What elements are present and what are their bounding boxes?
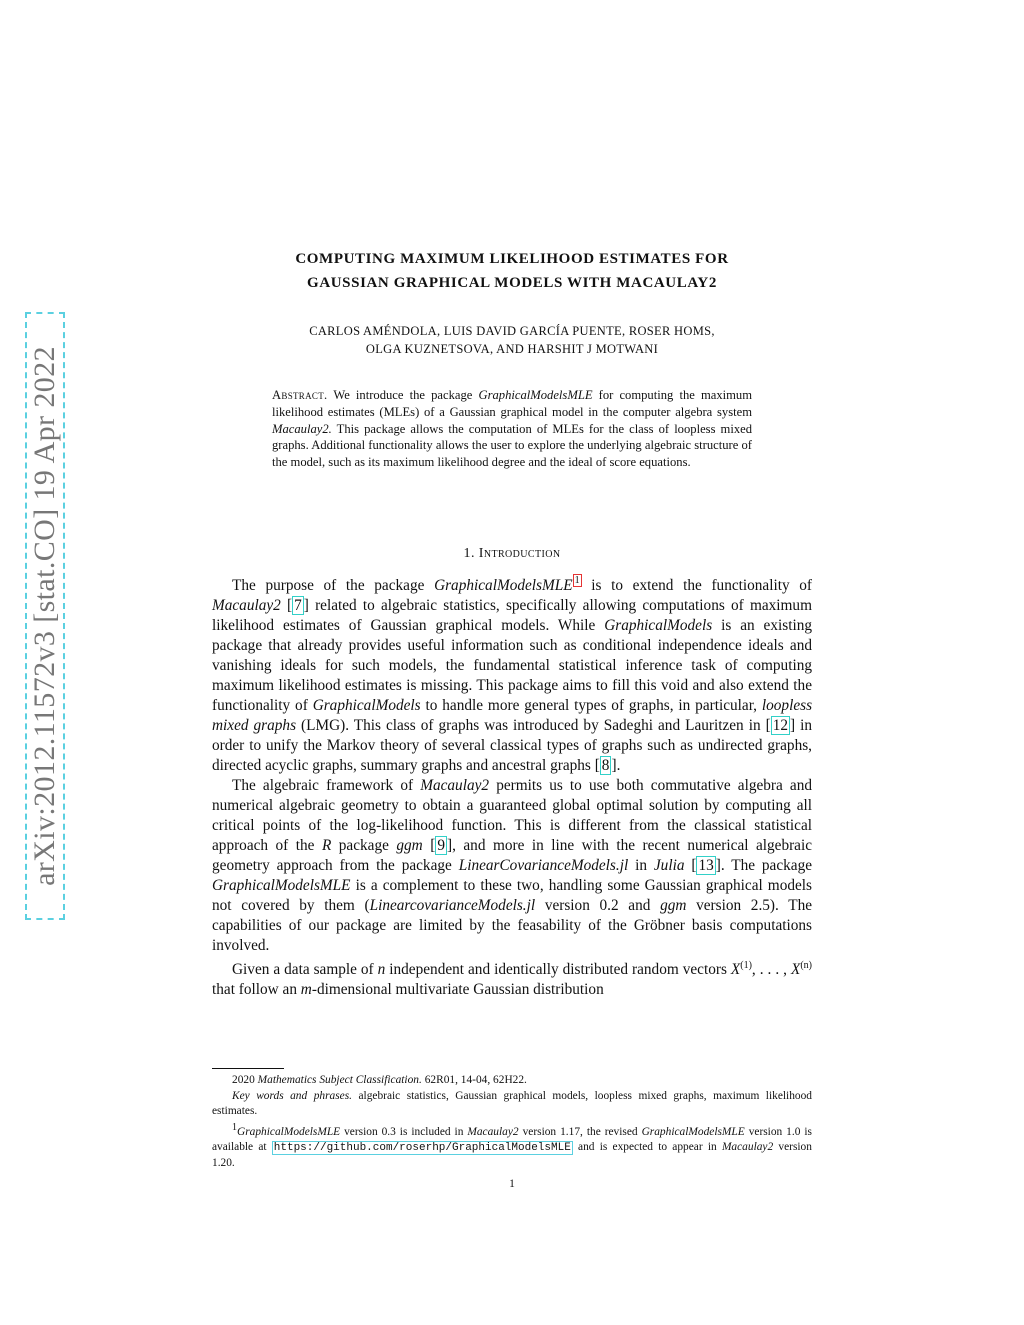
- citation-link[interactable]: 12: [772, 717, 789, 734]
- software-name: Macaulay2: [721, 1140, 774, 1153]
- section-number: 1.: [463, 546, 475, 561]
- github-url-link[interactable]: https://github.com/roserhp/GraphicalModelsMLE: [273, 1141, 571, 1154]
- keywords-text: algebraic statistics, Gaussian graphical models, loopless mixed graphs, maximum likelihood estimates.: [212, 1089, 812, 1117]
- text-run: version 2.5). The capabilities of our package are limited by the feasability of the Gröbner basis computations involved.: [212, 897, 813, 954]
- emphasized-term: loopless mixed graphs: [212, 697, 813, 734]
- citation-link[interactable]: 7: [294, 597, 302, 614]
- msc-label: Mathematics Subject Classification.: [257, 1074, 422, 1086]
- citation-link[interactable]: 9: [437, 837, 445, 854]
- text-run: independent and identically distributed random vectors: [389, 961, 727, 979]
- keywords: [212, 1089, 812, 1120]
- package-name: ggm: [660, 897, 687, 914]
- package-name: GraphicalModelsMLE: [237, 1125, 341, 1138]
- text-run: and is expected to appear in: [578, 1140, 717, 1153]
- package-name: LinearcovarianceModels.jl: [369, 897, 536, 914]
- software-name: Julia: [653, 857, 685, 874]
- package-name: GraphicalModelsMLE: [641, 1125, 745, 1138]
- abstract-package-name: GraphicalModelsMLE: [478, 388, 593, 402]
- arxiv-identifier-text: arXiv:2012.11572v3 [stat.CO] 19 Apr 2022: [28, 346, 61, 886]
- keywords-label: Key words and phrases.: [232, 1089, 352, 1102]
- math-variable: X: [730, 961, 741, 979]
- msc-classification: [212, 1073, 812, 1089]
- citation-link[interactable]: 8: [601, 757, 610, 774]
- text-run: is a complement to these two, handling some Gaussian graphical models not covered by them (: [212, 877, 812, 914]
- math-ellipsis: , . . . ,: [751, 961, 787, 979]
- package-name: GraphicalModelsMLE: [212, 877, 351, 894]
- abstract: [272, 387, 752, 471]
- math-variable: n: [377, 961, 386, 979]
- software-name: Macaulay2: [212, 597, 281, 614]
- math-variable: m: [300, 981, 312, 999]
- msc-codes: 62R01, 14-04, 62H22.: [424, 1074, 527, 1086]
- author-list: [212, 322, 812, 358]
- text-run: version 1.17, the revised: [522, 1125, 638, 1138]
- software-name: Macaulay2: [467, 1125, 519, 1138]
- math-variable: X: [790, 961, 801, 979]
- text-run: is an existing package that already provides useful information such as conditional independence ideals and vanishing ideals for such models, the fundamental statistical inference task of computing maximum likelihood estimates is missing. This package aims to fill this void and also extend the functionality of: [212, 617, 812, 714]
- paragraph-2: The algebraic framework of Macaulay2 permits us to use both commutative algebra and numerical algebraic geometry to obtain a guaranteed global optimal solution by computing all critical points of the log-likelihood function. This is different from the classical statistical approach of the R package ggm [ 9 ], and more in line with the recent numerical algebraic geometry approach from the package LinearCovarianceModels.jl in Julia [ 13 ]. The package GraphicalModelsMLE is a complement to these two, handling some Gaussian graphical models not covered by them (LinearcovarianceModels.jl version 0.2 and ggm version 2.5). The capabilities of our package are limited by the feasability of the Gröbner basis computations involved.: [212, 777, 813, 954]
- footnote-link[interactable]: 1: [574, 575, 580, 586]
- text-run: .: [616, 757, 621, 774]
- text-run: The algebraic framework of: [232, 777, 414, 794]
- abstract-label: Abstract.: [272, 388, 328, 402]
- title-line-1: COMPUTING MAXIMUM LIKELIHOOD ESTIMATES FOR: [295, 251, 729, 267]
- text-run: in order to unify the Markov theory of several classical types of graphs such as undirected graphs, directed acyclic graphs, summary graphs and ancestral graphs: [212, 717, 813, 774]
- text-run: package: [338, 837, 389, 854]
- footnote-number: 1: [232, 1121, 237, 1133]
- software-name: Macaulay2: [420, 777, 490, 794]
- abstract-text: We introduce the package: [333, 388, 473, 402]
- page-number: 1: [509, 1178, 515, 1190]
- text-run: version 1.20.: [212, 1140, 812, 1170]
- abstract-text: for computing the maximum likelihood estimates (MLEs) of a Gaussian graphical model in the computer algebra system: [272, 388, 753, 419]
- section-heading-introduction: [212, 546, 812, 562]
- text-run: The purpose of the package: [232, 577, 425, 594]
- text-run: related to algebraic statistics, specifically allowing computations of maximum likelihood estimates of Gaussian graphical models. While: [212, 597, 812, 634]
- arxiv-identifier-stamp[interactable]: [25, 312, 65, 920]
- package-name: GraphicalModels: [312, 697, 421, 714]
- footnote-divider: [212, 1068, 284, 1069]
- math-superscript: (1): [740, 960, 752, 971]
- title-line-2: GAUSSIAN GRAPHICAL MODELS WITH MACAULAY2: [307, 275, 717, 291]
- footnotes: [212, 1073, 812, 1172]
- paragraph-3: [212, 956, 812, 1000]
- package-name: ggm: [396, 837, 423, 854]
- authors-line-1: CARLOS AMÉNDOLA, LUIS DAVID GARCÍA PUENTE, ROSER HOMS,: [309, 324, 715, 338]
- text-run: version 1.0 is available at: [212, 1125, 812, 1153]
- text-run: version 0.2 and: [544, 897, 651, 914]
- text-run: . The package: [720, 857, 813, 874]
- body-text: [212, 576, 812, 1000]
- footnote-1: [212, 1120, 812, 1172]
- text-run: (LMG). This class of graphs was introduced by Sadeghi and Lauritzen in: [301, 717, 761, 734]
- paper-title: [212, 247, 812, 295]
- package-name: GraphicalModels: [604, 617, 713, 634]
- abstract-system-name: Macaulay2.: [272, 421, 332, 436]
- text-run: Given a data sample of: [232, 961, 374, 979]
- msc-year: 2020: [232, 1074, 255, 1086]
- math-superscript: (n): [800, 960, 812, 971]
- text-run: -dimensional multivariate Gaussian distribution: [311, 981, 604, 999]
- authors-line-2: OLGA KUZNETSOVA, AND HARSHIT J MOTWANI: [365, 342, 659, 356]
- software-name: R: [321, 837, 332, 854]
- package-name: LinearCovarianceModels.jl: [458, 857, 629, 874]
- text-run: in: [635, 857, 647, 874]
- text-run: , and more in line with the recent numerical algebraic geometry approach from the package: [212, 837, 813, 874]
- text-run: permits us to use both commutative algebra and numerical algebraic geometry to obtain a guaranteed global optimal solution by computing all critical points of the log-likelihood function. This is different from the classical statistical approach of the: [212, 777, 813, 854]
- package-name: GraphicalModelsMLE: [434, 577, 573, 594]
- text-run: to handle more general types of graphs, in particular,: [425, 697, 757, 714]
- text-run: is to extend the functionality of: [591, 577, 813, 594]
- text-run: version 0.3 is included in: [344, 1125, 464, 1138]
- paragraph-1: The purpose of the package GraphicalModelsMLE $^1$ is to extend the functionality of Macaulay2 [ 7 ] related to algebraic statistics, specifically allowing computations of maximum likelihood estimates of Gaussian graphical models. While GraphicalModels is an existing package that already provides useful information such as conditional independence ideals and vanishing ideals for such models, the fundamental statistical inference task of computing maximum likelihood estimates is missing. This package aims to fill this void and also extend the functionality of GraphicalModels to handle more general types of graphs, in particular, loopless mixed graphs (LMG). This class of graphs was introduced by Sadeghi and Lauritzen in [ 12 ] in order to unify the Markov theory of several classical types of graphs such as undirected graphs, directed acyclic graphs, summary graphs and ancestral graphs [ 8 ].: [212, 575, 813, 774]
- section-title: Introduction: [478, 546, 561, 561]
- citation-link[interactable]: 13: [698, 857, 714, 874]
- text-run: that follow an: [212, 981, 297, 999]
- abstract-text: This package allows the computation of MLEs for the class of loopless mixed graphs. Additional functionality allows the user to explore the underlying algebraic structure of the model, such as its maximum likelihood degree and the ideal of score equations.: [272, 421, 753, 470]
